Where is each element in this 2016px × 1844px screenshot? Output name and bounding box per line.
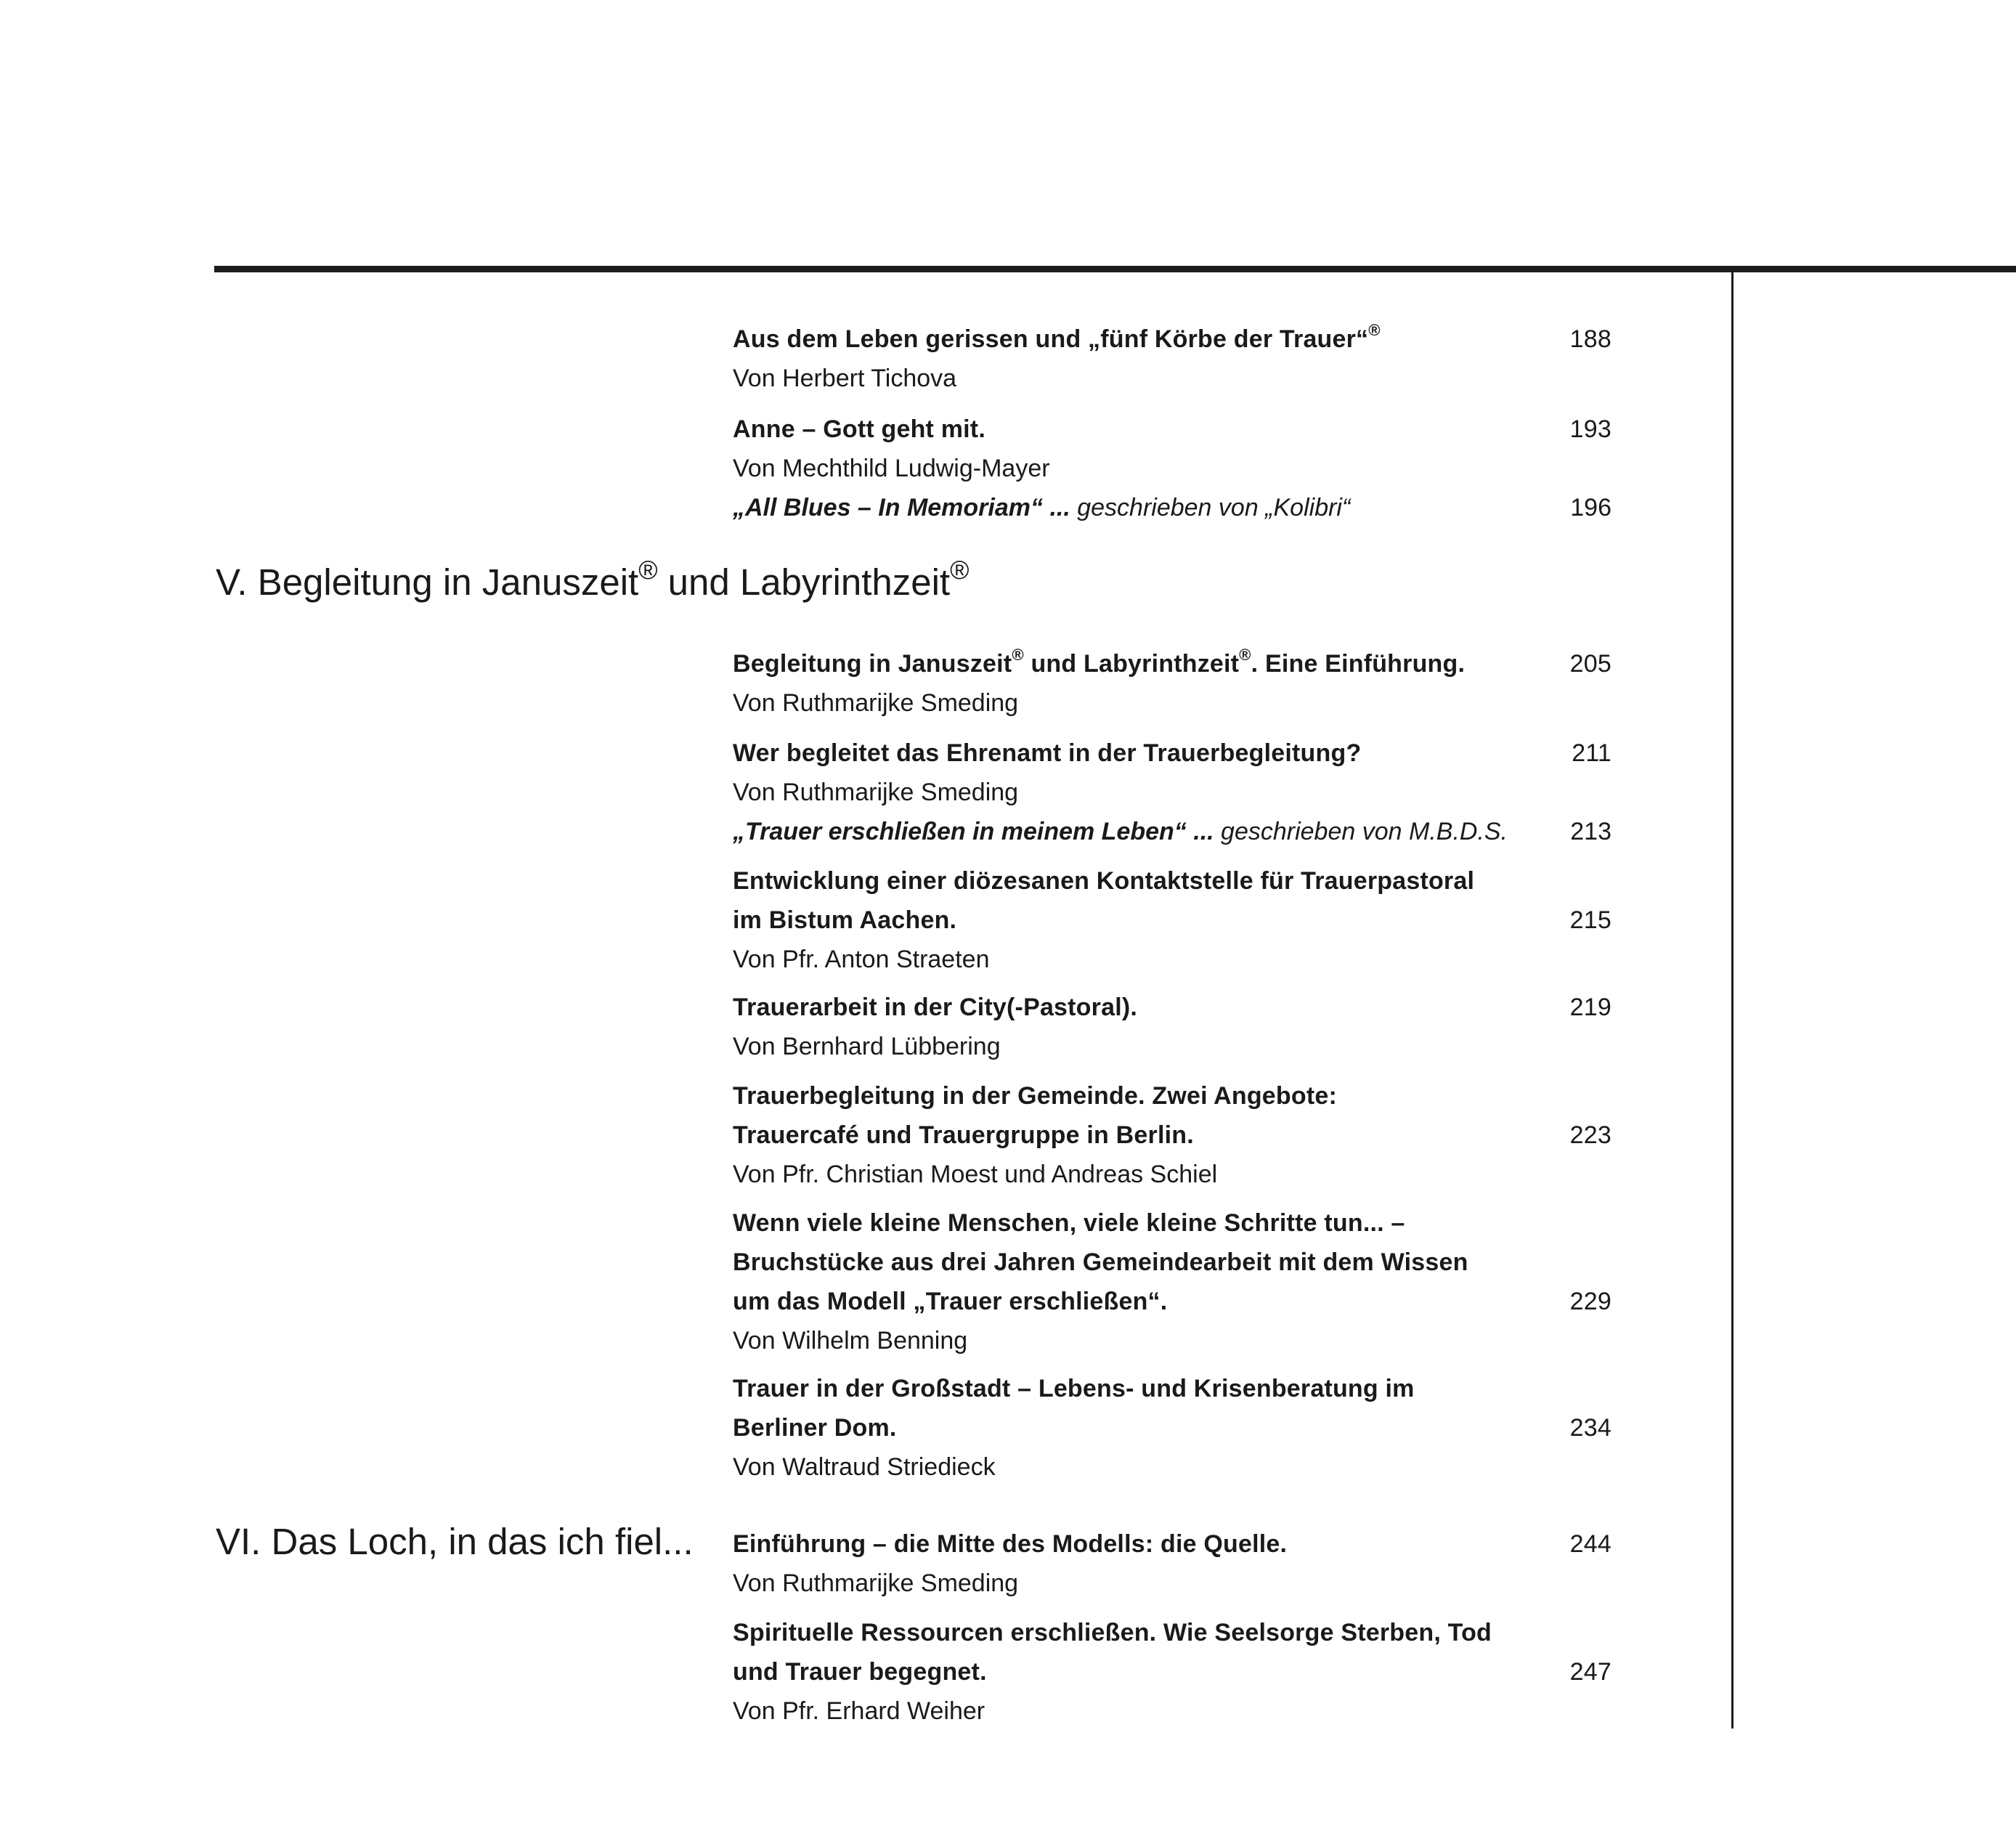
entry-contribution: „Trauer erschließen in meinem Leben“ ... geschrieben von M.B.D.S. 213: [733, 812, 1611, 851]
entry-author: Von Waltraud Striedieck: [733, 1453, 996, 1481]
entry-title: Wer begleitet das Ehrenamt in der Trauerbegleitung? 211: [733, 734, 1611, 773]
page-number: 193: [1569, 415, 1611, 443]
section-heading-v: V. Begleitung in Januszeit® und Labyrinthzeit®: [216, 556, 970, 603]
entry-author: Von Ruthmarijke Smeding: [733, 779, 1019, 806]
toc-entry[interactable]: [733, 861, 1611, 979]
entry-author: Von Ruthmarijke Smeding: [733, 1569, 1019, 1597]
toc-entry[interactable]: [733, 1369, 1611, 1487]
toc-entry[interactable]: [733, 734, 1611, 812]
page-number: 196: [1570, 494, 1611, 521]
toc-entry-contribution[interactable]: [733, 812, 1611, 851]
entry-author: Von Mechthild Ludwig-Mayer: [733, 455, 1050, 482]
entry-title-line: Berliner Dom. 234: [733, 1408, 1611, 1447]
toc-entry[interactable]: [733, 1076, 1611, 1194]
toc-entry[interactable]: [733, 320, 1611, 398]
entry-title-line: Spirituelle Ressourcen erschließen. Wie Seelsorge Sterben, Tod: [733, 1619, 1492, 1646]
toc-entry-contribution[interactable]: [733, 488, 1611, 527]
entry-title-line: im Bistum Aachen. 215: [733, 901, 1611, 940]
top-rule: [214, 266, 2016, 272]
page-number: 211: [1572, 739, 1611, 767]
entry-author: Von Pfr. Erhard Weiher: [733, 1697, 985, 1725]
entry-title-line: Trauercafé und Trauergruppe in Berlin. 223: [733, 1116, 1611, 1155]
entry-title-line: Entwicklung einer diözesanen Kontaktstelle für Trauerpastoral: [733, 867, 1475, 895]
entry-author: Von Ruthmarijke Smeding: [733, 689, 1019, 717]
page-number: 234: [1569, 1414, 1611, 1442]
entry-title-line: Trauer in der Großstadt – Lebens- und Krisenberatung im: [733, 1375, 1415, 1402]
page-number: 244: [1569, 1530, 1611, 1558]
entry-title-line: Bruchstücke aus drei Jahren Gemeindearbeit mit dem Wissen: [733, 1248, 1468, 1276]
entry-title-line: und Trauer begegnet. 247: [733, 1652, 1611, 1691]
entry-contribution: „All Blues – In Memoriam“ ... geschrieben von „Kolibri“ 196: [733, 488, 1611, 527]
page-number: 213: [1570, 818, 1611, 845]
entry-author: Von Herbert Tichova: [733, 365, 957, 392]
entry-title-line: Trauerbegleitung in der Gemeinde. Zwei Angebote:: [733, 1082, 1338, 1110]
page-number: 247: [1569, 1658, 1611, 1686]
toc-entry[interactable]: [733, 988, 1611, 1066]
section-heading-vi: VI. Das Loch, in das ich fiel...: [216, 1521, 694, 1562]
right-margin-rule: [1731, 272, 1733, 1729]
page-number: 219: [1569, 994, 1611, 1021]
entry-title: Begleitung in Januszeit® und Labyrinthzeit®. Eine Einführung. 205: [733, 644, 1611, 683]
entry-author: Von Pfr. Christian Moest und Andreas Schiel: [733, 1161, 1218, 1188]
toc-entry[interactable]: [733, 410, 1611, 488]
toc-entry[interactable]: [733, 1524, 1611, 1603]
entry-title: Anne – Gott geht mit. 193: [733, 410, 1611, 449]
entry-author: Von Bernhard Lübbering: [733, 1033, 1001, 1060]
toc-entry[interactable]: [733, 644, 1611, 723]
toc-entry[interactable]: [733, 1613, 1611, 1731]
entry-author: Von Pfr. Anton Straeten: [733, 946, 990, 973]
page-number: 223: [1569, 1121, 1611, 1149]
entry-title: Aus dem Leben gerissen und „fünf Körbe der Trauer“® 188: [733, 320, 1611, 359]
entry-title: Einführung – die Mitte des Modells: die Quelle. 244: [733, 1524, 1611, 1564]
page-number: 188: [1569, 325, 1611, 353]
toc-entry[interactable]: [733, 1203, 1611, 1360]
entry-title: Trauerarbeit in der City(-Pastoral). 219: [733, 988, 1611, 1027]
page-number: 205: [1569, 650, 1611, 678]
entry-title-line: Wenn viele kleine Menschen, viele kleine Schritte tun... –: [733, 1209, 1405, 1237]
page-number: 229: [1569, 1288, 1611, 1315]
page-number: 215: [1569, 906, 1611, 934]
entry-title-line: um das Modell „Trauer erschließen“. 229: [733, 1282, 1611, 1321]
entry-author: Von Wilhelm Benning: [733, 1327, 968, 1354]
